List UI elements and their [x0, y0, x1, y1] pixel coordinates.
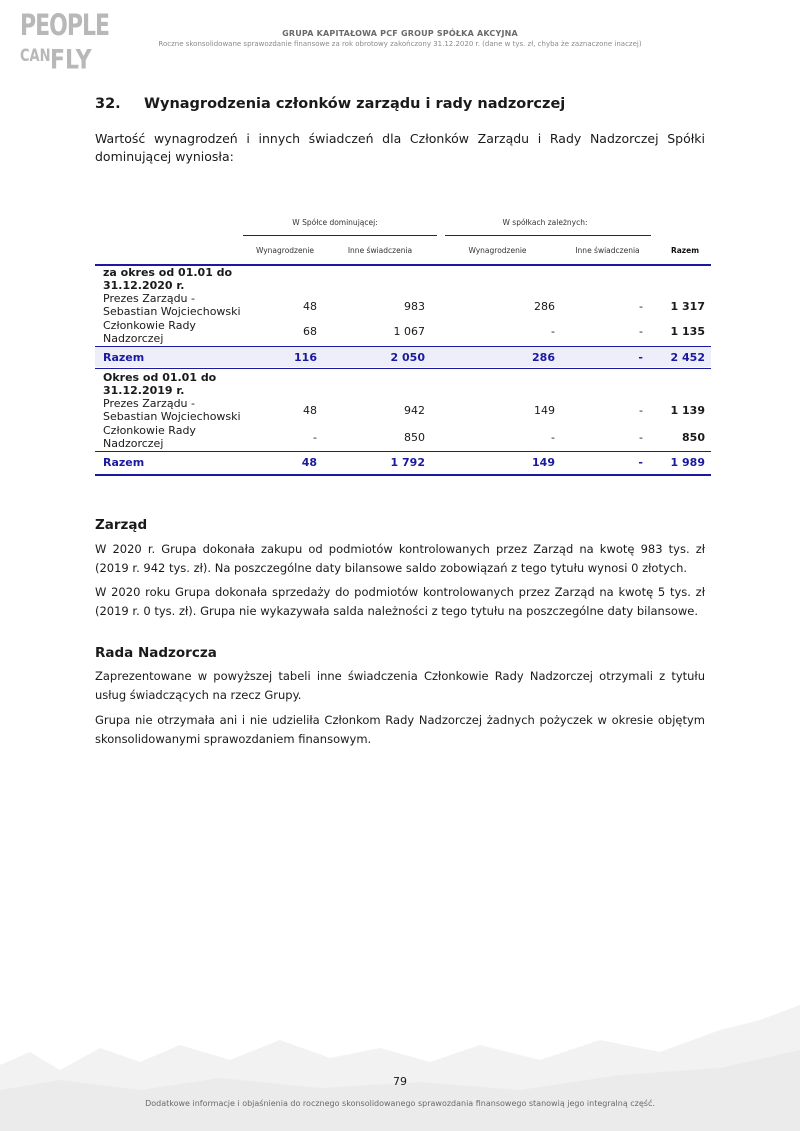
cell-total: 1 317	[670, 300, 705, 313]
total-total: 2 452	[670, 351, 705, 364]
cell-other-parent: 1 067	[393, 325, 425, 338]
total-other-parent: 2 050	[390, 351, 425, 364]
col-header-remuneration-subs: Wynagrodzenie	[468, 246, 527, 255]
total-remuneration-subs: 149	[532, 456, 555, 469]
cell-remuneration-subs: 286	[534, 300, 555, 313]
cell-remuneration-subs: -	[551, 325, 555, 338]
cell-remuneration-parent: 48	[303, 300, 317, 313]
row-label-line-2: Nadzorczej	[103, 332, 164, 345]
total-other-subs: -	[638, 351, 643, 364]
table-row	[95, 292, 711, 318]
total-rule-bottom	[95, 368, 711, 369]
cell-remuneration-subs: 149	[534, 404, 555, 417]
total-remuneration-parent: 116	[294, 351, 317, 364]
period-label-line-1: Okres od 01.01 do	[103, 371, 217, 384]
period-label-line-1: za okres od 01.01 do	[103, 266, 233, 279]
cell-other-parent: 983	[404, 300, 425, 313]
total-row-2019	[95, 452, 711, 472]
group-underline-subsidiaries	[445, 235, 651, 236]
row-label-line-1: Członkowie Rady	[103, 424, 196, 437]
total-label: Razem	[103, 351, 145, 364]
group-underline-parent	[243, 235, 437, 236]
row-label-line-1: Prezes Zarządu -	[103, 292, 195, 305]
cell-remuneration-subs: -	[551, 431, 555, 444]
total-total: 1 989	[670, 456, 705, 469]
total-label: Razem	[103, 456, 145, 469]
cell-other-parent: 942	[404, 404, 425, 417]
zarzad-paragraph-1: W 2020 r. Grupa dokonała zakupu od podmiotów kontrolowanych przez Zarząd na kwotę 983 tys. zł (2019 r. 942 tys. zł). Na poszczególne daty bilansowe saldo zobowiązań z tego tytułu wynosi 0 złotych.	[95, 542, 705, 575]
total-other-parent: 1 792	[390, 456, 425, 469]
section-intro: Wartość wynagrodzeń i innych świadczeń dla Członków Zarządu i Rady Nadzorczej Spółki dominującej wyniosła:	[95, 131, 705, 164]
cell-remuneration-parent: -	[313, 431, 317, 444]
group-header-subsidiaries: W spółkach zależnych:	[502, 218, 588, 227]
row-label-line-1: Prezes Zarządu -	[103, 397, 195, 410]
row-label-line-2: Nadzorczej	[103, 437, 164, 450]
logo-line-3: FLY	[50, 45, 92, 76]
table-row	[95, 424, 711, 450]
total-row-2020	[95, 347, 711, 367]
rada-heading: Rada Nadzorcza	[95, 645, 217, 661]
zarzad-paragraph-2: W 2020 roku Grupa dokonała sprzedaży do podmiotów kontrolowanych przez Zarząd na kwotę 5 tys. zł (2019 r. 0 tys. zł). Grupa nie wykazywała salda należności z tego tytułu na poszczególne daty bilansowe.	[95, 585, 705, 618]
table-row	[95, 397, 711, 423]
logo-line-1: PEOPLE	[20, 9, 110, 44]
period-2019-heading	[95, 371, 711, 397]
mountain-background	[0, 990, 800, 1131]
footer-note: Dodatkowe informacje i objaśnienia do rocznego skonsolidowanego sprawozdania finansowego stanowią jego integralną część.	[145, 1099, 655, 1108]
cell-other-subs: -	[639, 404, 643, 417]
logo-line-2: CAN	[20, 46, 51, 67]
table-row	[95, 319, 711, 345]
cell-other-parent: 850	[404, 431, 425, 444]
row-label-line-2: Sebastian Wojciechowski	[103, 305, 241, 318]
row-label-line-2: Sebastian Wojciechowski	[103, 410, 241, 423]
group-header-parent: W Spółce dominującej:	[292, 218, 378, 227]
rada-paragraph-1: Zaprezentowane w powyższej tabeli inne świadczenia Członkowie Rady Nadzorczej otrzymali z tytułu usług świadczących na rzecz Grupy.	[95, 669, 705, 702]
zarzad-heading: Zarząd	[95, 517, 148, 533]
col-header-other-parent: Inne świadczenia	[347, 246, 413, 255]
table-bottom-rule	[95, 474, 711, 476]
cell-total: 1 139	[670, 404, 705, 417]
header-company: GRUPA KAPITAŁOWA PCF GROUP SPÓŁKA AKCYJNA	[282, 29, 518, 38]
cell-remuneration-parent: 48	[303, 404, 317, 417]
section-title: Wynagrodzenia członków zarządu i rady nadzorczej	[144, 96, 566, 112]
col-header-total: Razem	[670, 246, 700, 255]
period-label-line-2: 31.12.2019 r.	[103, 384, 185, 397]
period-2020-heading	[95, 266, 711, 292]
total-remuneration-subs: 286	[532, 351, 555, 364]
section-number: 32.	[95, 96, 121, 112]
header-subtitle: Roczne skonsolidowane sprawozdanie finansowe za rok obrotowy zakończony 31.12.2020 r. (dane w tys. zł, chyba że zaznaczone inaczej)	[158, 40, 642, 48]
total-remuneration-parent: 48	[301, 456, 317, 469]
col-header-remuneration-parent: Wynagrodzenie	[255, 246, 315, 255]
cell-remuneration-parent: 68	[303, 325, 317, 338]
col-header-other-subs: Inne świadczenia	[575, 246, 640, 255]
cell-other-subs: -	[639, 300, 643, 313]
cell-total: 850	[682, 431, 705, 444]
period-label-line-2: 31.12.2020 r.	[103, 279, 185, 292]
row-label-line-1: Członkowie Rady	[103, 319, 196, 332]
rada-paragraph-2: Grupa nie otrzymała ani i nie udzieliła Członkom Rady Nadzorczej żadnych pożyczek w okresie objętym skonsolidowanymi sprawozdaniem finansowym.	[95, 713, 705, 746]
page-number: 79	[393, 1075, 407, 1088]
cell-other-subs: -	[639, 325, 643, 338]
total-other-subs: -	[638, 456, 643, 469]
cell-total: 1 135	[670, 325, 705, 338]
cell-other-subs: -	[639, 431, 643, 444]
